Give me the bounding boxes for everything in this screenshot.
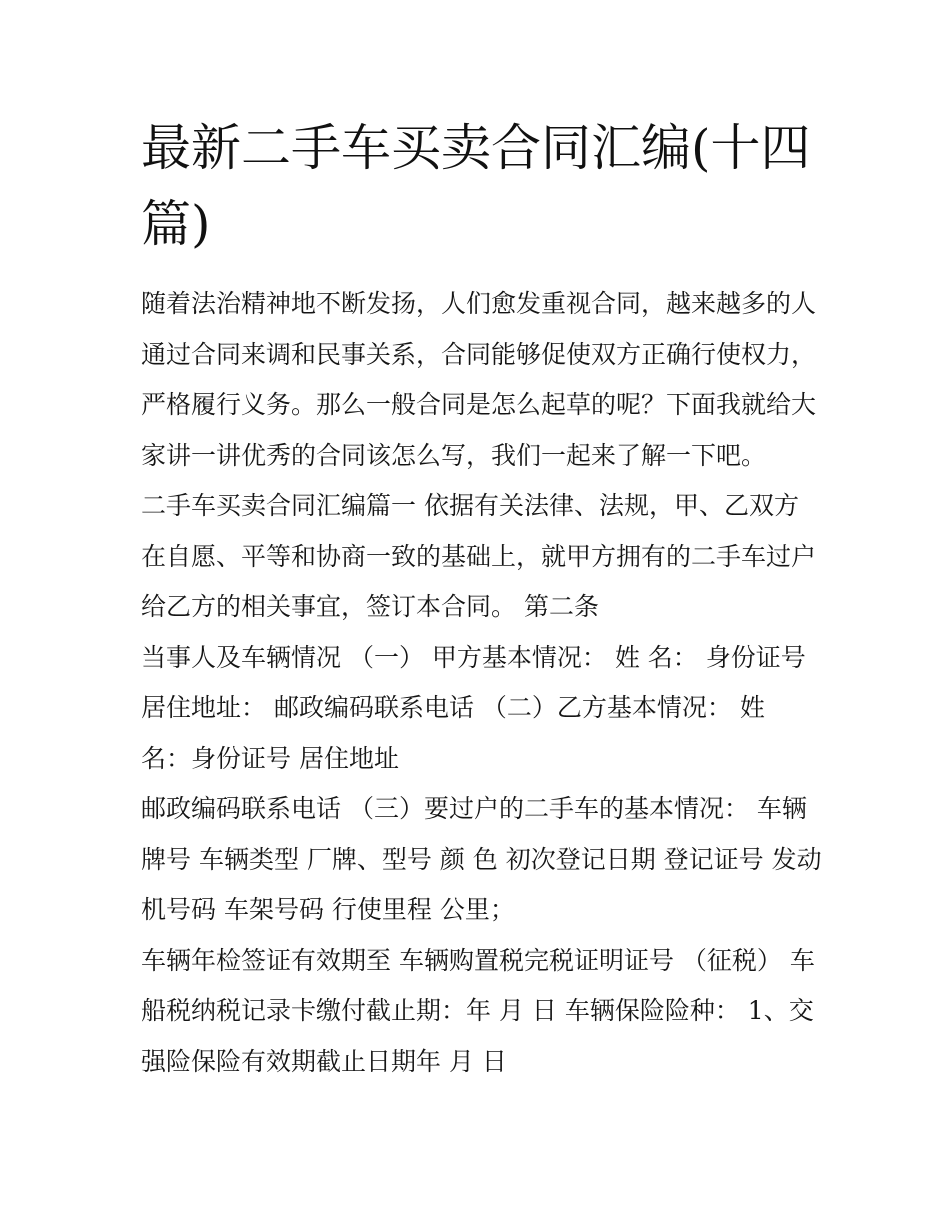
document-body bbox=[141, 279, 821, 1087]
title-line: 最新二手车买卖合同汇编(十四 bbox=[141, 119, 811, 177]
body-line: 当事人及车辆情况 （一） 甲方基本情况： 姓 名： 身份证号 bbox=[141, 642, 806, 672]
title-line: 篇) bbox=[141, 195, 211, 253]
body-line: 在自愿、平等和协商一致的基础上，就甲方拥有的二手车过户 bbox=[141, 541, 817, 571]
body-line: 居住地址： 邮政编码联系电话 （二）乙方基本情况： 姓 bbox=[141, 693, 765, 722]
body-line: 通过合同来调和民事关系，合同能够促使双方正确行使权力， bbox=[141, 339, 817, 369]
body-line: 家讲一讲优秀的合同该怎么写，我们一起来了解一下吧。 bbox=[141, 440, 767, 470]
body-line: 船税纳税记录卡缴付截止期：年 月 日 车辆保险险种： 1、交 bbox=[141, 996, 814, 1025]
body-line: 牌号 车辆类型 厂牌、型号 颜 色 初次登记日期 登记证号 发动 bbox=[141, 844, 822, 874]
body-line: 车辆年检签证有效期至 车辆购置税完税证明证号 （征税） 车 bbox=[141, 945, 815, 975]
document-title bbox=[141, 110, 821, 262]
body-line: 严格履行义务。那么一般合同是怎么起草的呢？下面我就给大 bbox=[141, 390, 817, 419]
body-line: 机号码 车架号码 行使里程 公里； bbox=[141, 895, 515, 924]
body-line: 邮政编码联系电话 （三）要过户的二手车的基本情况： 车辆 bbox=[141, 794, 807, 823]
body-line: 二手车买卖合同汇编篇一 依据有关法律、法规，甲、乙双方 bbox=[141, 491, 799, 520]
body-line: 强险保险有效期截止日期年 月 日 bbox=[141, 1046, 507, 1076]
body-line: 名：身份证号 居住地址 bbox=[141, 743, 399, 773]
body-line: 给乙方的相关事宜，签订本合同。 第二条 bbox=[141, 592, 599, 621]
body-line: 随着法治精神地不断发扬，人们愈发重视合同，越来越多的人 bbox=[141, 289, 817, 318]
